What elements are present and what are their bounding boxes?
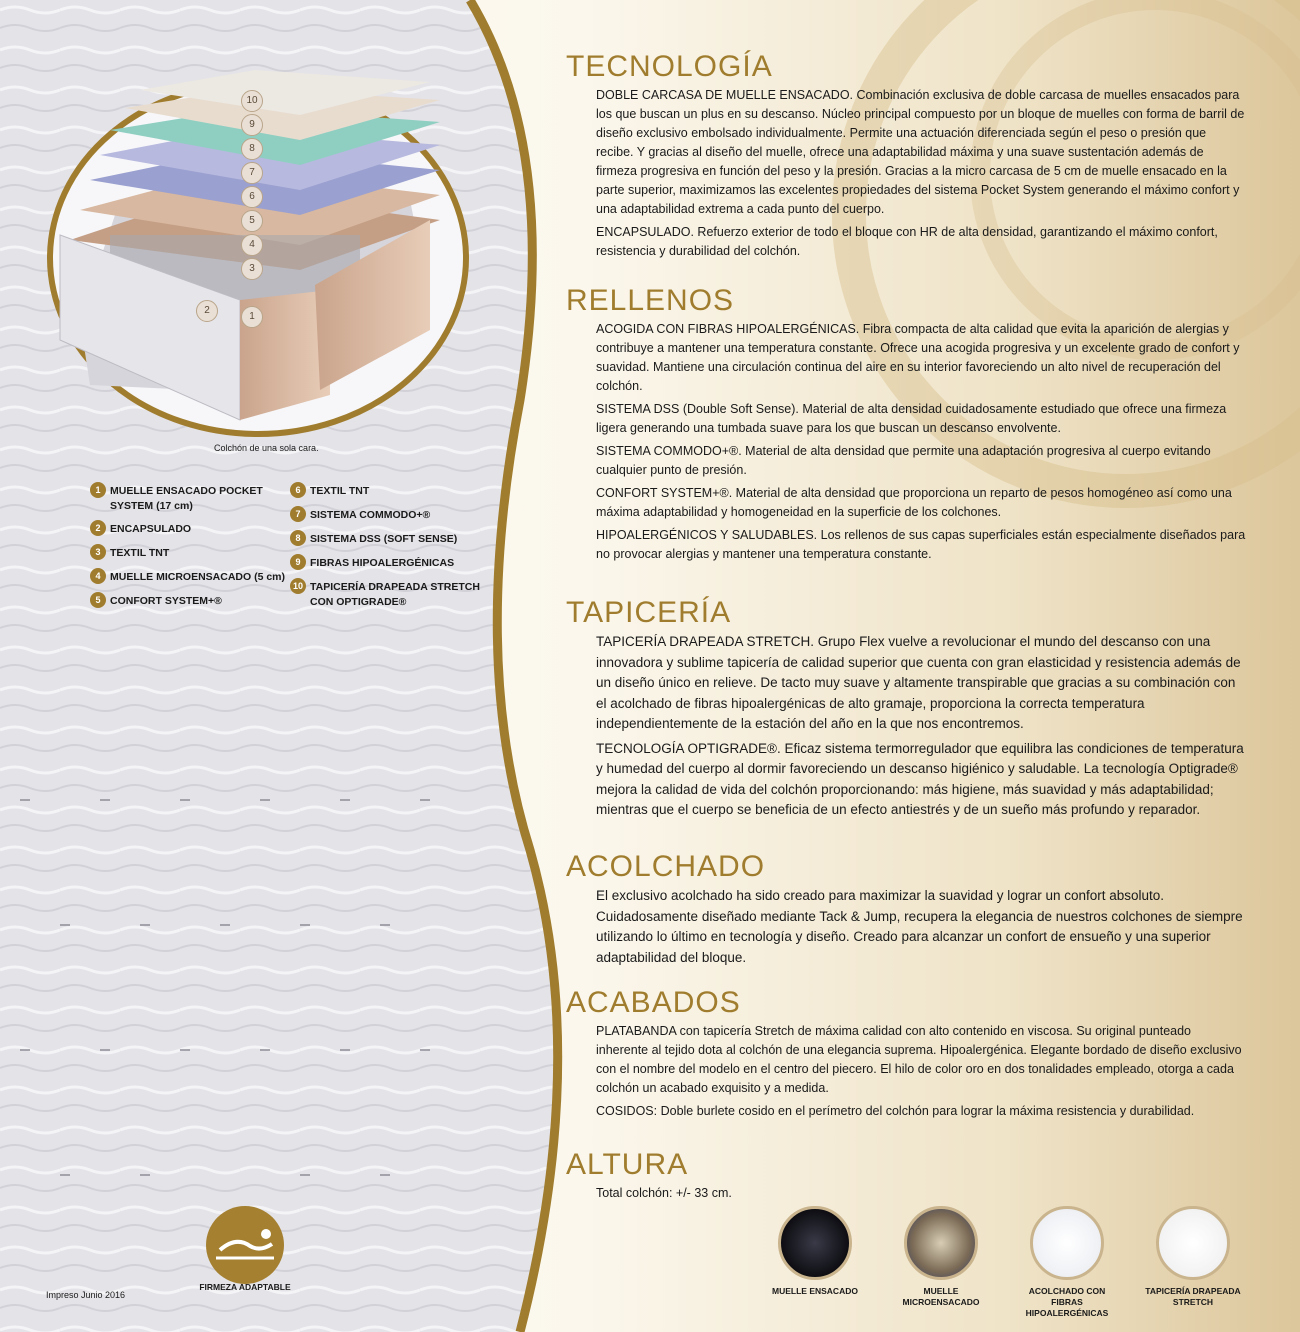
badge-muelle-ensacado <box>760 1206 870 1297</box>
badge-muelle-microensacado <box>886 1206 996 1308</box>
section-acabados <box>566 988 1246 1121</box>
paragraph: ACOGIDA CON FIBRAS HIPOALERGÉNICAS. Fibra compacta de alta calidad que evita la aparición de alergias y contribuye a mantener una temperatura constante. Ofrece una acogida progresiva y un excelente grado de confort y suavidad. Mantiene una circulación continua del aire en su interior favoreciendo un alto nivel de recuperación del colchón. <box>596 322 1240 393</box>
section-altura <box>566 1150 1246 1203</box>
section-title: ALTURA <box>566 1148 689 1181</box>
legend-label: TEXTIL TNT <box>110 547 170 559</box>
legend-number: 5 <box>90 592 106 608</box>
legend-number: 2 <box>90 520 106 536</box>
legend-number: 7 <box>290 506 306 522</box>
legend-number: 6 <box>290 482 306 498</box>
badge-acolchado <box>1012 1206 1122 1319</box>
legend-label: MUELLE ENSACADO POCKET SYSTEM (17 cm) <box>110 485 263 512</box>
legend-number: 10 <box>290 578 306 594</box>
section-title: TECNOLOGÍA <box>566 50 773 83</box>
layer-number: 9 <box>241 114 263 136</box>
legend-number: 9 <box>290 554 306 570</box>
legend-label: FIBRAS HIPOALERGÉNICAS <box>310 557 455 569</box>
legend-label: ENCAPSULADO <box>110 523 192 535</box>
section-title: ACABADOS <box>566 986 741 1019</box>
paragraph: TAPICERÍA DRAPEADA STRETCH. Grupo Flex vuelve a revolucionar el mundo del descanso con una innovadora y sublime tapicería de calidad superior que cuenta con gran elasticidad y resistencia además de un diseño único en relieve. De tacto muy suave y altamente transpirable que gracias a su combinación con el acolchado de fibras hipoalergénicas de alto gramaje, proporciona la correcta temperatura independientemente de la estación del año en la que nos encontremos. <box>596 634 1241 731</box>
layer-number: 4 <box>241 234 263 256</box>
section-title: RELLENOS <box>566 284 735 317</box>
paragraph: ENCAPSULADO. Refuerzo exterior de todo el bloque con HR de alta densidad, garantizando el máximo confort, resistencia y durabilidad del colchón. <box>596 225 1218 258</box>
legend-number: 4 <box>90 568 106 584</box>
badge-label: ACOLCHADO CON FIBRAS HIPOALERGÉNICAS <box>1025 1286 1109 1318</box>
paragraph: HIPOALERGÉNICOS Y SALUDABLES. Los rellenos de sus capas superficiales están especialmente diseñados para no provocar alergias y mantener una temperatura constante. <box>596 528 1246 561</box>
fabric-icon <box>1156 1206 1230 1280</box>
firmeza-label: FIRMEZA ADAPTABLE <box>199 1282 291 1292</box>
layer-number: 6 <box>241 186 263 208</box>
layer-number: 1 <box>241 306 263 328</box>
badge-label: MUELLE MICROENSACADO <box>902 1286 980 1307</box>
legend-label: SISTEMA COMMODO+® <box>310 509 431 521</box>
section-rellenos <box>566 286 1246 564</box>
layer-number: 7 <box>241 162 263 184</box>
legend-label: SISTEMA DSS (SOFT SENSE) <box>310 533 458 545</box>
layer-number: 5 <box>241 210 263 232</box>
section-tecnologia <box>566 52 1246 261</box>
paragraph: CONFORT SYSTEM+®. Material de alta densidad que proporciona un reparto de pesos homogéneo así como una máxima adaptabilidad y homogeneidad en la superficie de los colchones. <box>596 486 1232 519</box>
section-title: TAPICERÍA <box>566 596 732 629</box>
layer-number: 2 <box>196 300 218 322</box>
firmeza-icon <box>206 1206 284 1284</box>
paragraph: PLATABANDA con tapicería Stretch de máxima calidad con alto contenido en viscosa. Su original punteado inherente al tejido dota al colchón de una elegancia suprema. Hipoalergénica. Elegante bordado de diseño exclusivo con el nombre del modelo en el centro del piecero. El hilo de color oro en dos tonalidades empleado, otorga a cada colchón un acabado exquisito y a medida. <box>596 1024 1242 1095</box>
section-acolchado <box>566 852 1246 968</box>
paragraph: DOBLE CARCASA DE MUELLE ENSACADO. Combinación exclusiva de doble carcasa de muelles ensacados para los que buscan un plus en su descanso. Núcleo principal compuesto por un bloque de muelles con forma de barril de diseño exclusivo embolsado individualmente. Permite una actuación diferenciada según el peso o presión que recibe. Y gracias al diseño del muelle, ofrece una adaptabilidad máxima y una suave sustentación además de firmeza progresiva en función del peso y la presión. Gracias a la micro carcasa de 5 cm de muelle ensacado en la parte superior, maximizamos las excelentes propiedades del sistema Pocket System generando el máximo confort y una adaptabilidad extrema a cada punto del cuerpo. <box>596 88 1245 216</box>
diagram-caption: Colchón de una sola cara. <box>214 443 319 453</box>
layer-number: 10 <box>241 90 263 112</box>
legend-number: 8 <box>290 530 306 546</box>
paragraph: SISTEMA DSS (Double Soft Sense). Material de alta densidad cuidadosamente estudiado que ofrece una firmeza ligera generando una tumbada suave para los que buscan un descanso envolvente. <box>596 402 1227 435</box>
paragraph: El exclusivo acolchado ha sido creado para maximizar la suavidad y lograr un confort absoluto. Cuidadosamente diseñado mediante Tack & Jump, recupera la elegancia de nuestros colchones de siempre utilizando lo último en tecnología y diseño. Creado para alcanzar un confort de ensueño y una superior adaptabilidad del bloque. <box>596 888 1243 965</box>
paragraph: COSIDOS: Doble burlete cosido en el perímetro del colchón para lograr la máxima resistencia y durabilidad. <box>596 1104 1195 1118</box>
legend-number: 1 <box>90 482 106 498</box>
legend-label: MUELLE MICROENSACADO (5 cm) <box>110 571 286 583</box>
legend-label: TEXTIL TNT <box>310 485 370 497</box>
reclining-figure-icon <box>206 1206 284 1284</box>
print-date: Impreso Junio 2016 <box>46 1290 126 1300</box>
pocket-spring-icon <box>778 1206 852 1280</box>
micro-spring-icon <box>904 1206 978 1280</box>
fiber-icon <box>1030 1206 1104 1280</box>
legend-label: CONFORT SYSTEM+® <box>110 595 222 607</box>
layer-number: 3 <box>241 258 263 280</box>
badge-label: TAPICERÍA DRAPEADA STRETCH <box>1145 1286 1241 1307</box>
legend-number: 3 <box>90 544 106 560</box>
paragraph: SISTEMA COMMODO+®. Material de alta densidad que permite una adaptación progresiva al cuerpo evitando cualquier punto de presión. <box>596 444 1211 477</box>
layer-number: 8 <box>241 138 263 160</box>
paragraph: TECNOLOGÍA OPTIGRADE®. Eficaz sistema termorregulador que equilibra las condiciones de temperatura y humedad del cuerpo al dormir favoreciendo un descanso higiénico y saludable. La tecnología Optigrade® mejora la calidad de vida del colchón proporcionando: más higiene, más suavidad y más adaptabilidad; mientras que el cuerpo se beneficia de un efecto antiestrés y de un sueño más profundo y reparador. <box>596 740 1244 817</box>
section-title: ACOLCHADO <box>566 850 766 883</box>
section-tapiceria <box>566 598 1246 821</box>
badge-label: MUELLE ENSACADO <box>772 1286 858 1296</box>
paragraph: Total colchón: +/- 33 cm. <box>596 1186 732 1200</box>
legend-label: TAPICERÍA DRAPEADA STRETCH CON OPTIGRADE® <box>310 581 480 608</box>
badge-tapiceria <box>1138 1206 1248 1308</box>
